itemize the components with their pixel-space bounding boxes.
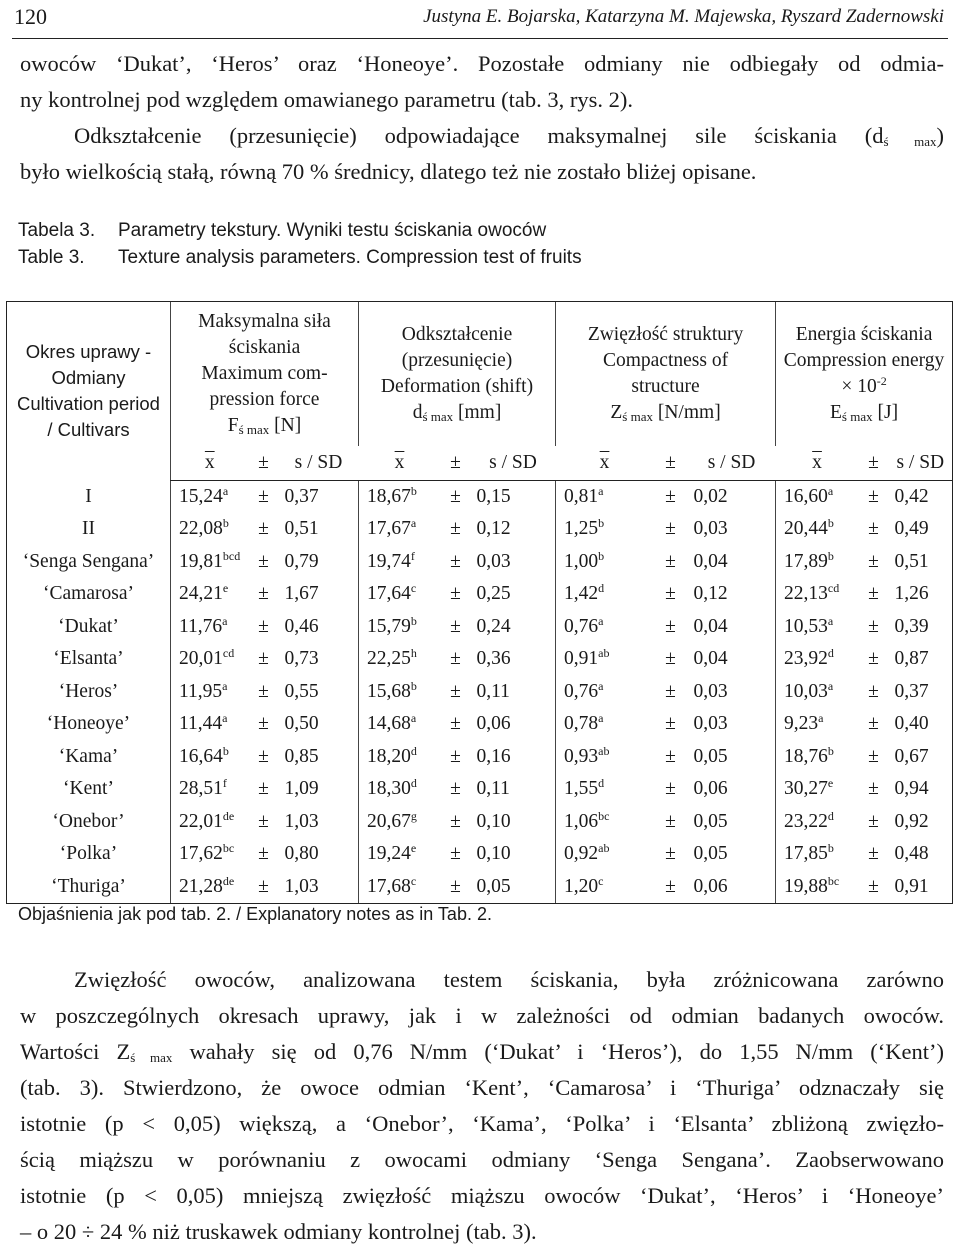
table-row [7, 643, 953, 676]
mean-cell: 17,68$^c$ [359, 871, 441, 904]
table-caption-pl: Tabela 3. Parametry tekstury. Wyniki testu ściskania owoców [18, 220, 547, 241]
pm-cell: ± [665, 485, 676, 507]
mean-cell: 28,51$^f$ [171, 773, 249, 806]
mean-cell: 17,62$^{bc}$ [171, 838, 249, 871]
table-row [7, 676, 953, 709]
sd-cell: 0,12 [476, 518, 511, 540]
body-line-7: istotnie (p < 0,05) mniejszą zwięzłość miąższu owoców ‘Dukat’, ‘Heros’ i ‘Honeoye’ [20, 1183, 944, 1208]
sd-cell: 0,04 [693, 615, 728, 637]
intro-paragraph-2-line-2: było wielkością stałą, równą 70 % średnicy, dlatego też nie zostało bliżej opisane. [20, 159, 757, 184]
cultivar-cell: I [7, 480, 171, 513]
mean-cell: 17,85$^b$ [776, 838, 859, 871]
body-line-2: w poszczególnych okresach uprawy, jak i w zależności od odmian badanych owoców. [20, 1003, 944, 1028]
header-deformation: Odkształcenie (przesunięcie) Deformation (shift) $d_{ś max}$ [mm] [359, 302, 556, 446]
pm-cell: ± [868, 745, 879, 767]
mean-cell: 15,79$^b$ [359, 611, 441, 644]
pm-cell: ± [665, 550, 676, 572]
body-paragraph [20, 962, 944, 1250]
mean-cell: 20,67$^g$ [359, 806, 441, 839]
intro-paragraph-2: Odkształcenie (przesunięcie) odpowiadające maksymalnej sile ściskania $(d_{ś max})$ [74, 123, 944, 149]
sd-cell: 1,09 [284, 778, 319, 800]
sd-cell: 0,02 [693, 485, 728, 507]
sd-cell: 0,40 [889, 708, 953, 741]
body-line-6: ścią miąższu w porównaniu z owocami odmiany ‘Senga Sengana’. Zaobserwowano [20, 1147, 944, 1172]
pm-cell: ± [868, 648, 879, 670]
mean-cell: 19,88$^{bc}$ [776, 871, 859, 904]
mean-cell: 11,44$^a$ [171, 708, 249, 741]
table-row [7, 871, 953, 904]
sd-cell: 0,51 [284, 518, 319, 540]
pm-cell: ± [868, 713, 879, 735]
pm-cell: ± [258, 843, 269, 865]
sd-cell: 0,03 [693, 680, 728, 702]
page-number: 120 [14, 4, 47, 29]
mean-cell: 15,68$^b$ [359, 676, 441, 709]
cultivar-cell: ‘Elsanta’ [7, 643, 171, 676]
pm-cell: ± [450, 778, 461, 800]
pm-cell: ± [249, 871, 279, 904]
pm-cell: ± [258, 583, 269, 605]
cultivar-cell: ‘Kama’ [7, 741, 171, 774]
pm-cell: ± [258, 680, 269, 702]
mean-cell: 9,23$^a$ [776, 708, 859, 741]
cultivar-cell: ‘Kent’ [7, 773, 171, 806]
header-rule [12, 38, 948, 39]
table-notes: Objaśnienia jak pod tab. 2. / Explanatory notes as in Tab. 2. [18, 904, 492, 924]
pm-cell: ± [258, 713, 269, 735]
mean-cell: 0,76$^a$ [556, 676, 654, 709]
mean-cell: 24,21e [171, 578, 249, 611]
mean-cell: 0,78$^a$ [556, 708, 654, 741]
cultivar-cell: ‘Polka’ [7, 838, 171, 871]
mean-cell: 17,67$^a$ [359, 513, 441, 546]
pm-cell: ± [258, 615, 269, 637]
sd-cell: 0,94 [889, 773, 953, 806]
table-caption-en: Table 3. Texture analysis parameters. Compression test of fruits [18, 247, 582, 268]
mean-cell: 22,01de [171, 806, 249, 839]
mean-cell: 23,92$^d$ [776, 643, 859, 676]
mean-cell: 14,68$^a$ [359, 708, 441, 741]
mean-cell: 15,24$^a$ [171, 480, 249, 513]
sd-cell: 0,06 [476, 713, 511, 735]
pm-cell: ± [868, 778, 879, 800]
sd-cell: 0,06 [693, 778, 728, 800]
mean-cell: 20,01$^{cd}$ [171, 643, 249, 676]
running-authors: Justyna E. Bojarska, Katarzyna M. Majewska, Ryszard Zadernowski [423, 6, 944, 27]
pm-cell: ± [868, 583, 879, 605]
pm-cell: ± [258, 745, 269, 767]
mean-cell: 18,30$^d$ [359, 773, 441, 806]
mean-cell: 18,76$^b$ [776, 741, 859, 774]
sd-cell: 0,48 [889, 838, 953, 871]
cultivar-cell: ‘Senga Sengana’ [7, 546, 171, 579]
pm-cell: ± [450, 810, 461, 832]
table-row [7, 611, 953, 644]
pm-cell: ± [665, 583, 676, 605]
pm-cell: ± [450, 583, 461, 605]
sd-cell: 0,87 [889, 643, 953, 676]
sd-cell: 0,05 [471, 871, 556, 904]
header-force: Maksymalna siła ściskania Maximum com- pression force $F_{ś max}$ [N] [171, 302, 359, 446]
table-row [7, 546, 953, 579]
cultivar-cell: ‘Heros’ [7, 676, 171, 709]
sd-cell: 0,55 [284, 680, 319, 702]
sd-cell: 0,04 [693, 648, 728, 670]
sd-cell: 0,12 [693, 583, 728, 605]
pm-cell: ± [450, 615, 461, 637]
sd-cell: 1,67 [284, 583, 319, 605]
sd-cell: 0,37 [889, 676, 953, 709]
pm-cell: ± [665, 713, 676, 735]
sd-cell: 0,51 [889, 546, 953, 579]
mean-cell: 1,42$^d$ [556, 578, 654, 611]
table-row [7, 773, 953, 806]
sd-cell: 0,15 [476, 485, 511, 507]
mean-cell: 1,20$^c$ [556, 871, 654, 904]
sd-cell: 0,25 [476, 583, 511, 605]
table-row [7, 708, 953, 741]
mean-cell: 17,89$^b$ [776, 546, 859, 579]
pm-cell: ± [868, 810, 879, 832]
mean-cell: 10,03$^a$ [776, 676, 859, 709]
sd-cell: 0,91 [889, 871, 953, 904]
mean-cell: 0,91$^{ab}$ [556, 643, 654, 676]
mean-cell: 22,13$^{cd}$ [776, 578, 859, 611]
body-line-1: Zwięzłość owoców, analizowana testem ściskania, była zróżnicowana zarówno [74, 967, 944, 992]
sd-cell: 0,39 [889, 611, 953, 644]
mean-cell: 0,76$^a$ [556, 611, 654, 644]
sd-cell: 0,11 [476, 778, 510, 800]
table-row [7, 741, 953, 774]
pm-cell: ± [450, 843, 461, 865]
cultivar-cell: ‘Onebor’ [7, 806, 171, 839]
pm-cell: ± [868, 843, 879, 865]
body-line-5: istotnie (p < 0,05) większą, a ‘Onebor’, ‘Kama’, ‘Polka’ i ‘Elsanta’ zbliżoną zwięzło- [20, 1111, 944, 1136]
pm-cell: ± [441, 871, 471, 904]
table-row [7, 578, 953, 611]
pm-cell: ± [859, 871, 889, 904]
mean-cell: 11,95$^a$ [171, 676, 249, 709]
mean-cell: 19,24e [359, 838, 441, 871]
sd-cell: 0,36 [476, 648, 511, 670]
mean-cell: 10,53$^a$ [776, 611, 859, 644]
table-row [7, 838, 953, 871]
page-header [0, 0, 960, 40]
mean-cell: 16,64$^b$ [171, 741, 249, 774]
mean-cell: 21,28de [171, 871, 249, 904]
mean-cell: 0,81$^a$ [556, 480, 654, 513]
sd-cell: 0,79 [284, 550, 319, 572]
intro-paragraphs [20, 46, 944, 190]
sd-cell: 0,24 [476, 615, 511, 637]
pm-cell: ± [665, 745, 676, 767]
mean-cell: 23,22$^d$ [776, 806, 859, 839]
header-cultivar: Okres uprawy - Odmiany Cultivation period / Cultivars [7, 302, 171, 481]
header-compactness: Zwięzłość struktury Compactness of structure $Z_{ś max}$ [N/mm] [556, 302, 776, 446]
table-row [7, 480, 953, 513]
sd-cell: 0,05 [693, 843, 728, 865]
cultivar-cell: ‘Honeoye’ [7, 708, 171, 741]
sd-cell: 0,49 [889, 513, 953, 546]
table-body [7, 480, 953, 904]
cultivar-cell: ‘Thuriga’ [7, 871, 171, 904]
mean-cell: 19,74$^f$ [359, 546, 441, 579]
pm-cell: ± [258, 810, 269, 832]
mean-cell: 1,00$^b$ [556, 546, 654, 579]
sd-cell: 0,05 [693, 810, 728, 832]
pm-cell: ± [665, 615, 676, 637]
sd-cell: 0,03 [476, 550, 511, 572]
mean-cell: 22,25$^h$ [359, 643, 441, 676]
sd-cell: 0,42 [889, 480, 953, 513]
header-energy: Energia ściskania Compression energy × $10^{-2}$ $E_{ś max}$ [J] [776, 302, 953, 446]
results-table [6, 301, 953, 904]
mean-cell: 19,81$^{bcd}$ [171, 546, 249, 579]
cultivar-cell: II [7, 513, 171, 546]
sd-cell: 1,26 [889, 578, 953, 611]
sd-cell: 0,03 [693, 713, 728, 735]
sd-cell: 0,67 [889, 741, 953, 774]
pm-cell: ± [258, 518, 269, 540]
pm-cell: ± [450, 550, 461, 572]
pm-cell: ± [450, 485, 461, 507]
pm-cell: ± [258, 778, 269, 800]
sd-cell: 0,10 [476, 843, 511, 865]
pm-cell: ± [258, 550, 269, 572]
sd-cell: 0,16 [476, 745, 511, 767]
pm-cell: ± [868, 615, 879, 637]
pm-cell: ± [665, 778, 676, 800]
body-line-3: Wartości $Z_{ś max}$ wahały się od 0,76 N/mm (‘Dukat’ i ‘Heros’), do 1,55 N/mm (‘Kent’) [20, 1039, 944, 1065]
pm-cell: ± [665, 843, 676, 865]
pm-cell: ± [665, 648, 676, 670]
mean-cell: 0,92$^{ab}$ [556, 838, 654, 871]
sd-cell: 0,50 [284, 713, 319, 735]
pm-cell: ± [450, 680, 461, 702]
sd-cell: 0,06 [688, 871, 776, 904]
sd-cell: 0,92 [889, 806, 953, 839]
table-row [7, 806, 953, 839]
sd-cell: 1,03 [279, 871, 359, 904]
sd-cell: 0,73 [284, 648, 319, 670]
mean-cell: 11,76$^a$ [171, 611, 249, 644]
sd-cell: 0,80 [284, 843, 319, 865]
sd-cell: 1,03 [284, 810, 319, 832]
pm-cell: ± [450, 518, 461, 540]
mean-cell: 30,27e [776, 773, 859, 806]
pm-cell: ± [868, 518, 879, 540]
body-line-4: (tab. 3). Stwierdzono, że owoce odmian ‘Kent’, ‘Camarosa’ i ‘Thuriga’ odznaczały się [20, 1075, 944, 1100]
pm-cell: ± [868, 550, 879, 572]
sd-cell: 0,05 [693, 745, 728, 767]
pm-cell: ± [868, 485, 879, 507]
mean-cell: 18,67$^b$ [359, 480, 441, 513]
intro-line-1: owoców ‘Dukat’, ‘Heros’ oraz ‘Honeoye’. Pozostałe odmiany nie odbiegały od odmia- [20, 51, 944, 76]
mean-cell: 22,08$^b$ [171, 513, 249, 546]
sd-cell: 0,37 [284, 485, 319, 507]
pm-cell: ± [450, 713, 461, 735]
pm-cell: ± [868, 680, 879, 702]
sd-cell: 0,11 [476, 680, 510, 702]
sd-cell: 0,04 [693, 550, 728, 572]
stat-header-row: $\overline{x}$ ± s / SD $\overline{x}$ ± s / SD $\overline{x}$ ± s / SD $\overline{x}$ ± s / SD [7, 446, 953, 481]
sd-cell: 0,46 [284, 615, 319, 637]
pm-cell: ± [450, 745, 461, 767]
mean-cell: 1,25$^b$ [556, 513, 654, 546]
pm-cell: ± [654, 871, 688, 904]
pm-cell: ± [258, 648, 269, 670]
intro-line-2: ny kontrolnej pod względem omawianego parametru (tab. 3, rys. 2). [20, 87, 633, 112]
pm-cell: ± [665, 518, 676, 540]
sd-cell: 0,85 [284, 745, 319, 767]
mean-cell: 17,64$^c$ [359, 578, 441, 611]
mean-cell: 20,44$^b$ [776, 513, 859, 546]
mean-cell: 1,06$^{bc}$ [556, 806, 654, 839]
sd-cell: 0,10 [476, 810, 511, 832]
pm-cell: ± [450, 648, 461, 670]
pm-cell: ± [665, 810, 676, 832]
table-row [7, 513, 953, 546]
pm-cell: ± [665, 680, 676, 702]
pm-cell: ± [258, 485, 269, 507]
mean-cell: 0,93$^{ab}$ [556, 741, 654, 774]
mean-cell: 18,20$^d$ [359, 741, 441, 774]
cultivar-cell: ‘Dukat’ [7, 611, 171, 644]
sd-cell: 0,03 [693, 518, 728, 540]
body-line-8: – o 20 ÷ 24 % niż truskawek odmiany kontrolnej (tab. 3). [20, 1219, 537, 1244]
cultivar-cell: ‘Camarosa’ [7, 578, 171, 611]
mean-cell: 1,55$^d$ [556, 773, 654, 806]
mean-cell: 16,60$^a$ [776, 480, 859, 513]
